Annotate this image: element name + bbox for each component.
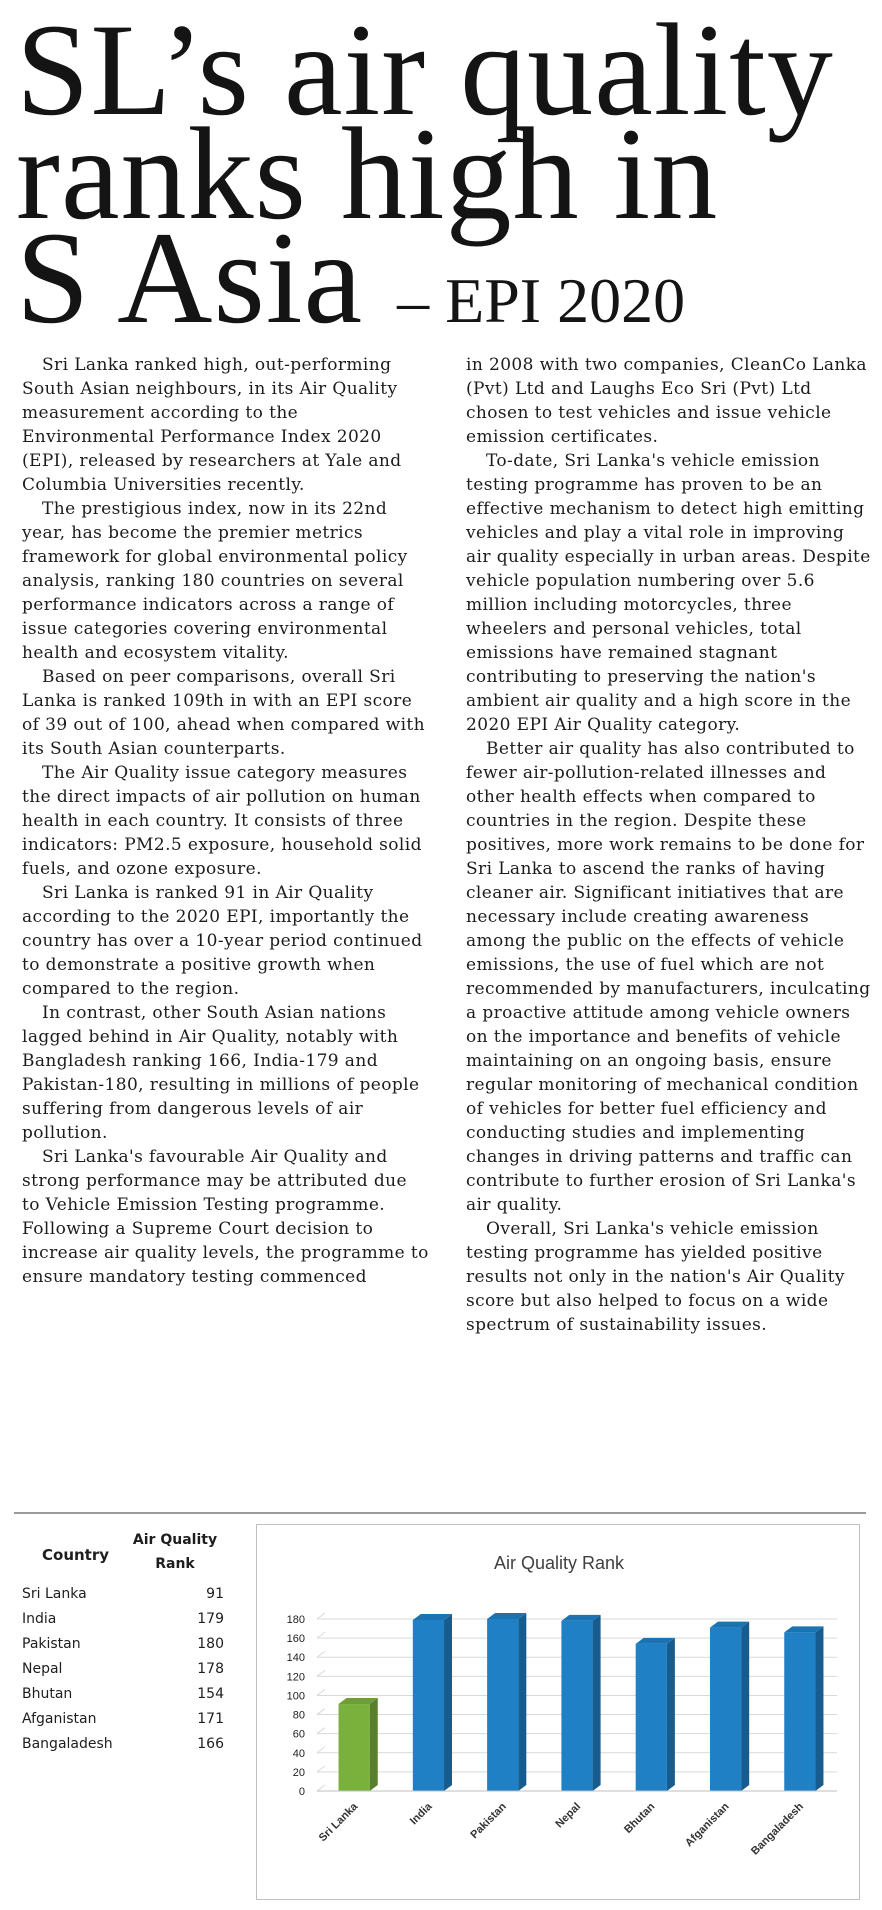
table-row [18, 1609, 228, 1634]
bar [413, 1620, 444, 1791]
y-tick-label: 180 [286, 1614, 305, 1626]
header-country: Country [42, 1546, 110, 1564]
bar [561, 1621, 592, 1791]
paragraph-continued: in 2008 with two companies, CleanCo Lanka (Pvt) Ltd and Laughs Eco Sri (Pvt) Ltd chosen to test vehicles and issue vehicle emission certificates. [466, 355, 867, 447]
bar-side [370, 1698, 378, 1791]
headline-line-3 [16, 204, 876, 353]
paragraph: Sri Lanka's favourable Air Quality and strong performance may be attributed due to Vehicle Emission Testing programme. Following a Supreme Court decision to increase air quality levels, the programme to ensure mandatory testing commenced [22, 1147, 429, 1287]
headline [16, 0, 876, 353]
table-row [18, 1734, 228, 1759]
x-tick-label: India [407, 1800, 435, 1828]
x-tick-label: Afganistan [683, 1800, 732, 1850]
bar-side [815, 1626, 823, 1791]
bar [636, 1644, 667, 1791]
paragraph: Overall, Sri Lanka's vehicle emission testing programme has yielded positive results not only in the nation's Air Quality score but also helped to focus on a wide spectrum of sustainability issues. [466, 1219, 845, 1335]
country-cell: Sri Lanka [22, 1586, 87, 1602]
headline-line-2: ranks high in [16, 100, 719, 247]
rank-cell: 180 [197, 1636, 224, 1652]
paragraph: Based on peer comparisons, overall Sri Lanka is ranked 109th in with an EPI score of 39 out of 100, ahead when compared with its South Asian counterparts. [22, 667, 425, 759]
header-rank-line-1: Air Quality [132, 1532, 218, 1548]
paragraph: Sri Lanka ranked high, out-performing South Asian neighbours, in its Air Quality measurement according to the Environmental Performance Index 2020 (EPI), released by researchers at Yale and Columbia Universities recently. [22, 355, 402, 495]
country-cell: India [22, 1611, 57, 1627]
x-tick-label: Nepal [553, 1800, 584, 1831]
bar-side [593, 1615, 601, 1791]
gridline-depth [317, 1766, 325, 1772]
table-row [18, 1709, 228, 1734]
article-column-right [466, 353, 874, 1337]
rank-cell: 166 [197, 1736, 224, 1752]
bar-side [741, 1622, 749, 1791]
y-tick-label: 0 [298, 1786, 305, 1798]
x-tick-label: Bhutan [622, 1800, 658, 1836]
country-cell: Bhutan [22, 1686, 73, 1702]
y-tick-label: 160 [286, 1633, 305, 1646]
country-cell: Afganistan [22, 1711, 97, 1727]
rank-cell: 179 [197, 1611, 224, 1627]
y-tick-label: 120 [286, 1671, 305, 1684]
country-cell: Bangaladesh [22, 1736, 113, 1752]
country-cell: Pakistan [22, 1636, 81, 1652]
table-row [18, 1684, 228, 1709]
paragraph: To-date, Sri Lanka's vehicle emission testing programme has proven to be an effective mechanism to detect high emitting vehicles and play a vital role in improving air quality especially in urban areas. Despite vehicle population numbering over 5.6 million including motorcycles, three wheelers and personal vehicles, total emissions have remained stagnant contributing to preserving the nation's ambient air quality and a high score in the 2020 EPI Air Quality category. [466, 451, 871, 735]
x-tick-label: Bangaladesh [749, 1800, 806, 1858]
y-tick-label: 20 [292, 1766, 305, 1779]
y-tick-label: 60 [292, 1728, 305, 1741]
paragraph: The prestigious index, now in its 22nd year, has become the premier metrics framework for global environmental policy analysis, ranking 180 countries on several performance indicators across a range of issue categories covering environmental health and ecosystem vitality. [22, 499, 408, 663]
y-tick-label: 40 [292, 1747, 305, 1760]
gridline-depth [317, 1709, 325, 1715]
paragraph: The Air Quality issue category measures the direct impacts of air pollution on human health in each country. It consists of three indicators: PM2.5 exposure, household solid fuels, and ozone exposure. [22, 763, 422, 879]
bar-side [444, 1614, 452, 1791]
table-header [18, 1528, 228, 1584]
table-row [18, 1634, 228, 1659]
section-divider [14, 1512, 866, 1514]
chart-svg [257, 1525, 861, 1901]
bar [710, 1628, 741, 1791]
header-rank-line-2: Rank [155, 1556, 195, 1572]
paragraph: In contrast, other South Asian nations lagged behind in Air Quality, notably with Bangladesh ranking 166, India-179 and Pakistan-180, resulting in millions of people suffering from dangerous levels of air pollution. [22, 1003, 420, 1143]
x-tick-label: Sri Lanka [316, 1800, 361, 1845]
article-column-left [22, 353, 430, 1289]
air-quality-chart [256, 1524, 860, 1900]
rank-cell: 171 [197, 1711, 224, 1727]
headline-line-1: SL’s air quality [16, 0, 834, 143]
table-row [18, 1659, 228, 1684]
gridline-depth [317, 1651, 325, 1657]
gridline-depth [317, 1632, 325, 1638]
rank-cell: 154 [197, 1686, 224, 1702]
y-tick-label: 80 [292, 1709, 305, 1722]
paragraph: Sri Lanka is ranked 91 in Air Quality according to the 2020 EPI, importantly the country has over a 10-year period continued to demonstrate a positive growth when compared to the region. [22, 883, 423, 999]
rank-cell: 91 [206, 1586, 224, 1602]
chart-title: Air Quality Rank [493, 1553, 625, 1573]
paragraph: Better air quality has also contributed to fewer air-pollution-related illnesses and other health effects when compared to countries in the region. Despite these positives, more work remains to be done for Sri Lanka to ascend the ranks of having cleaner air. Significant initiatives that are necessary include creating awareness among the public on the effects of vehicle emissions, the use of fuel which are not recommended by manufacturers, inculcating a proactive attitude among vehicle owners on the importance and benefits of vehicle maintaining on an ongoing basis, ensure regular monitoring of mechanical condition of vehicles for better fuel efficiency and conducting studies and implementing changes in driving patterns and traffic can contribute to further erosion of Sri Lanka's air quality. [466, 739, 871, 1215]
gridline-depth [317, 1670, 325, 1676]
y-tick-label: 100 [286, 1690, 305, 1703]
gridline-depth [317, 1613, 325, 1619]
gridline-depth [317, 1728, 325, 1734]
rank-table [18, 1528, 228, 1759]
headline-tag: – EPI 2020 [397, 265, 686, 336]
gridline-depth [317, 1689, 325, 1695]
x-tick-label: Pakistan [468, 1800, 509, 1842]
headline-line-3-text: S Asia [16, 204, 364, 351]
header-rank [130, 1528, 220, 1576]
gridline-depth [317, 1747, 325, 1753]
y-tick-label: 140 [286, 1652, 305, 1665]
bar [339, 1704, 370, 1791]
bar-side [518, 1613, 526, 1791]
rank-cell: 178 [197, 1661, 224, 1677]
bar [487, 1619, 518, 1791]
bar [784, 1632, 815, 1791]
chart-bars [339, 1613, 824, 1791]
country-cell: Nepal [22, 1661, 63, 1677]
gridline-depth [317, 1785, 325, 1791]
table-row [18, 1584, 228, 1609]
bar-side [667, 1638, 675, 1791]
